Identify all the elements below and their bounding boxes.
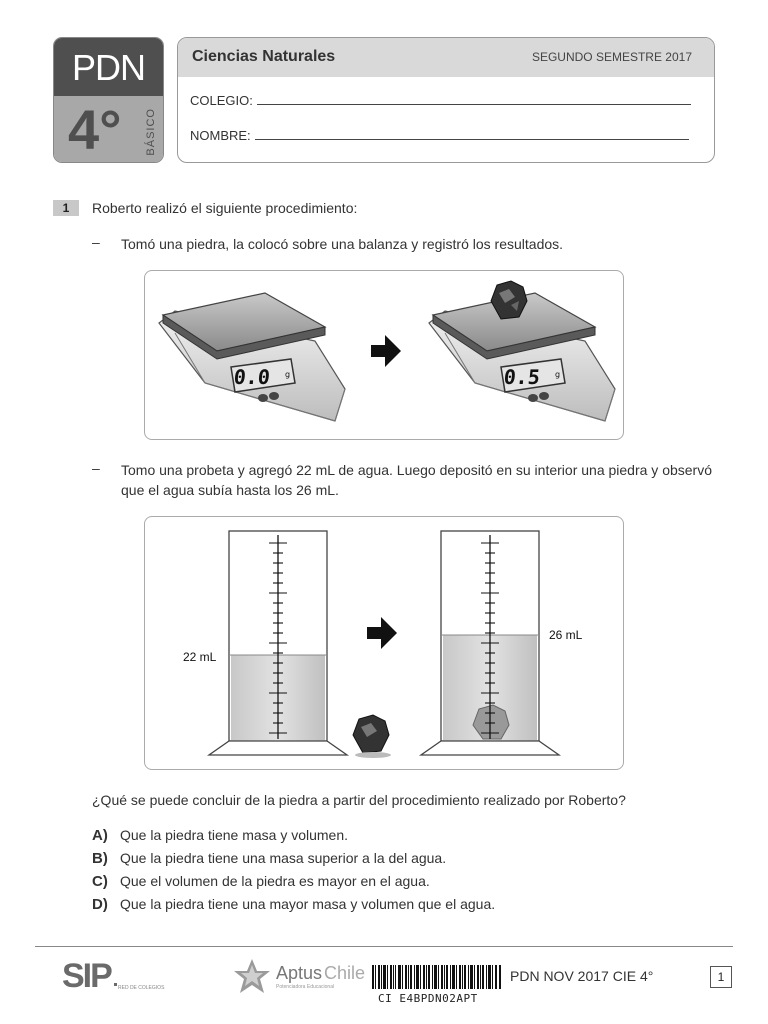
document-code: PDN NOV 2017 CIE 4° (510, 968, 654, 984)
badge-grade-area (54, 96, 163, 163)
aptus-logo (232, 955, 372, 1001)
option-c[interactable] (92, 873, 430, 890)
option-letter: A) (92, 827, 108, 844)
option-letter: B) (92, 850, 108, 867)
arrow-icon (371, 335, 401, 367)
badge-grade: 4° (68, 98, 122, 161)
header-bar (178, 38, 714, 77)
step-dash: – (92, 234, 100, 250)
option-letter: C) (92, 873, 108, 890)
barcode (372, 965, 502, 989)
svg-text:Chile: Chile (324, 963, 366, 983)
option-text: Que la piedra tiene una mayor masa y volumen que el agua. (120, 896, 496, 912)
option-text: Que el volumen de la piedra es mayor en el agua. (120, 873, 430, 889)
scale-after-unit: g (555, 370, 561, 379)
cylinder-after (421, 531, 583, 755)
option-letter: D) (92, 896, 108, 913)
svg-text:RED DE COLEGIOS: RED DE COLEGIOS (118, 985, 165, 991)
cylinder-illustration (145, 517, 625, 771)
scale-after-display: 0.5 (502, 365, 542, 389)
name-label: NOMBRE: (190, 128, 251, 143)
cylinder-before-label: 22 mL (183, 650, 217, 664)
cylinder-figure (144, 516, 624, 770)
badge-level: BÁSICO (145, 108, 157, 156)
option-d[interactable] (92, 896, 495, 913)
step-2-text: Tomo una probeta y agregó 22 mL de agua. Luego depositó en su interior una piedra y observó que el agua subía hasta los 26 mL. (121, 462, 712, 498)
barcode-text: CI E4BPDN02APT (378, 992, 478, 1005)
step-dash: – (92, 460, 100, 476)
subject-title: Ciencias Naturales (192, 48, 336, 65)
option-text: Que la piedra tiene una masa superior a la del agua. (120, 850, 447, 866)
arrow-icon (367, 617, 397, 649)
svg-text:Potenciadora Educacional: Potenciadora Educacional (276, 984, 335, 990)
step-1-text: Tomó una piedra, la colocó sobre una balanza y registró los resultados. (121, 236, 564, 252)
grade-badge (53, 37, 164, 163)
sip-logo (62, 957, 182, 997)
stone-icon (353, 715, 391, 758)
question-prompt: ¿Qué se puede concluir de la piedra a partir del procedimiento realizado por Roberto? (92, 792, 626, 808)
badge-title: PDN (54, 38, 163, 96)
question-number: 1 (53, 200, 79, 216)
scale-before (159, 293, 345, 421)
footer-divider (35, 946, 733, 947)
scale-before-display: 0.0 (232, 365, 272, 389)
scale-figure (144, 270, 624, 440)
cylinder-after-label: 26 mL (549, 628, 583, 642)
header-box (177, 37, 715, 163)
cylinder-before (183, 531, 347, 755)
option-a[interactable] (92, 827, 348, 844)
option-b[interactable] (92, 850, 446, 867)
name-line[interactable] (255, 128, 689, 140)
scale-illustration (145, 271, 625, 441)
question-intro: Roberto realizó el siguiente procedimiento: (92, 200, 358, 216)
school-label: COLEGIO: (190, 93, 253, 108)
svg-text:Aptus: Aptus (276, 963, 323, 983)
scale-after (429, 281, 615, 421)
semester-label: SEGUNDO SEMESTRE 2017 (531, 50, 692, 64)
page-number: 1 (710, 966, 732, 988)
option-text: Que la piedra tiene masa y volumen. (120, 827, 349, 843)
scale-before-unit: g (285, 370, 291, 379)
school-line[interactable] (257, 93, 691, 105)
svg-text:SIP: SIP (62, 957, 111, 995)
school-field[interactable] (190, 93, 691, 108)
name-field[interactable] (190, 128, 689, 143)
